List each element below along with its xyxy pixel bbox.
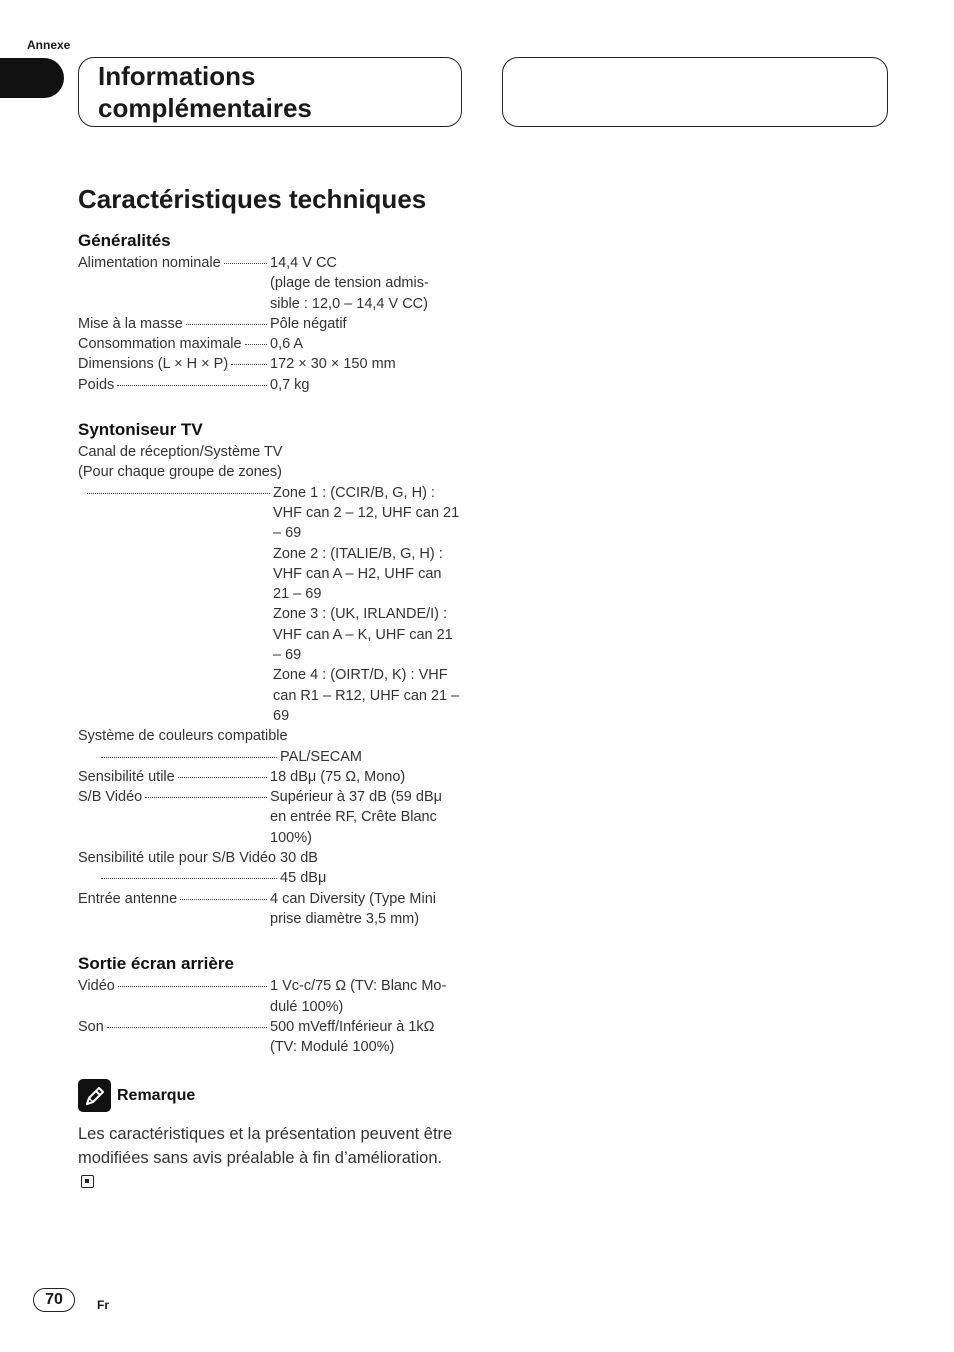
spec-row [78, 314, 464, 334]
page-title: Caractéristiques techniques [78, 184, 427, 214]
leader-dots [145, 787, 267, 798]
zone-line: 69 [273, 707, 290, 724]
spec-value: (TV: Modulé 100%) [270, 1039, 395, 1056]
zone-line: 21 – 69 [273, 586, 322, 603]
spec-row [78, 767, 464, 787]
leader-dots [245, 334, 267, 345]
language-code: Fr [97, 1298, 109, 1312]
spec-value: 0,6 A [270, 336, 304, 353]
spec-value: 14,4 V CC [270, 255, 337, 271]
section-rear-output [78, 951, 464, 1057]
zone-line: VHF can 2 – 12, UHF can 21 [273, 504, 460, 521]
spec-label: (Pour chaque groupe de zones) [78, 464, 282, 481]
leader-dots [101, 868, 277, 879]
end-of-section-icon [81, 1175, 94, 1188]
spec-row [78, 889, 464, 930]
spec-label: Sensibilité utile [78, 768, 175, 785]
section-label: Annexe [27, 38, 71, 52]
spec-value: 100%) [270, 829, 312, 846]
section-general [78, 228, 464, 395]
spec-label: Système de couleurs compatible [78, 728, 288, 745]
zone-line: Zone 2 : (ITALIE/B, G, H) : [273, 545, 443, 562]
spec-column [78, 228, 464, 1194]
spec-value: 4 can Diversity (Type Mini [270, 890, 436, 907]
spec-value: 18 dBμ (75 Ω, Mono) [270, 768, 406, 785]
spec-label: Consommation maximale [78, 336, 242, 353]
spec-row [78, 483, 464, 727]
leader-dots [224, 253, 267, 264]
section-title: Sortie écran arrière [78, 954, 234, 974]
zone-line: – 69 [273, 525, 302, 542]
spec-label: Poids [78, 376, 115, 393]
spec-row [78, 1017, 464, 1058]
spec-label: Entrée antenne [78, 890, 178, 907]
spec-value: 1 Vc-c/75 Ω (TV: Blanc Mo- [270, 978, 447, 995]
zone-line: Zone 1 : (CCIR/B, G, H) : [273, 484, 435, 501]
spec-row [78, 253, 464, 314]
leader-dots [178, 767, 267, 778]
spec-label: Vidéo [78, 978, 115, 995]
spec-row [78, 868, 464, 888]
pencil-icon [78, 1079, 111, 1112]
spec-label: Dimensions (L × H × P) [78, 356, 229, 373]
spec-value: Supérieur à 37 dB (59 dBμ [270, 789, 442, 806]
leader-dots [231, 354, 267, 365]
spec-row [78, 354, 464, 374]
spec-value: dulé 100%) [270, 998, 344, 1015]
spec-value: Pôle négatif [270, 315, 347, 332]
section-title: Généralités [78, 231, 171, 250]
section-tab-marker [0, 58, 64, 98]
leader-dots [180, 889, 267, 900]
zone-line: VHF can A – K, UHF can 21 [273, 626, 453, 643]
spec-row [78, 375, 464, 395]
spec-value: 172 × 30 × 150 mm [270, 356, 396, 373]
empty-title-box [502, 57, 888, 127]
spec-value: sible : 12,0 – 14,4 V CC) [270, 295, 428, 312]
zone-line: Zone 4 : (OIRT/D, K) : VHF [273, 667, 448, 684]
spec-value: en entrée RF, Crête Blanc [270, 809, 437, 826]
section-tv-tuner [78, 417, 464, 929]
section-title: Syntoniseur TV [78, 420, 203, 440]
spec-row [78, 787, 464, 848]
spec-value: prise diamètre 3,5 mm) [270, 910, 420, 927]
remark-title: Remarque [117, 1086, 196, 1104]
spec-value: 0,7 kg [270, 376, 310, 393]
spec-row [78, 747, 464, 767]
spec-label: Sensibilité utile pour S/B Vidéo 30 dB [78, 850, 318, 867]
leader-dots [101, 747, 277, 758]
spec-row [78, 976, 464, 1017]
leader-dots [87, 483, 270, 494]
leader-dots [107, 1017, 267, 1028]
spec-label: Canal de réception/Système TV [78, 444, 283, 461]
zone-line: can R1 – R12, UHF can 21 – [273, 687, 460, 704]
page-number: 70 [33, 1288, 75, 1312]
zone-line: VHF can A – H2, UHF can [273, 565, 442, 582]
leader-dots [117, 375, 267, 386]
spec-value: PAL/SECAM [280, 748, 362, 765]
leader-dots [118, 976, 267, 987]
spec-row [78, 334, 464, 354]
remark-text: Les caractéristiques et la présentation peuvent être modifiées sans avis préalable à fin d’amélioration. [78, 1125, 453, 1168]
chapter-title-line-1: Informations [98, 61, 256, 91]
spec-label: Mise à la masse [78, 315, 183, 332]
spec-value: (plage de tension admis- [270, 275, 429, 292]
spec-label: S/B Vidéo [78, 789, 143, 806]
chapter-title-box [78, 57, 462, 127]
spec-label: Son [78, 1018, 104, 1035]
zone-line: – 69 [273, 647, 302, 664]
chapter-title-line-2: complémentaires [98, 93, 312, 123]
remark-header [78, 1079, 464, 1112]
zone-line: Zone 3 : (UK, IRLANDE/I) : [273, 606, 448, 623]
leader-dots [186, 314, 267, 325]
spec-label: Alimentation nominale [78, 255, 221, 271]
remark-paragraph [78, 1122, 458, 1194]
spec-value: 45 dBμ [280, 870, 327, 887]
spec-value: 500 mVeff/Inférieur à 1kΩ [270, 1018, 435, 1035]
